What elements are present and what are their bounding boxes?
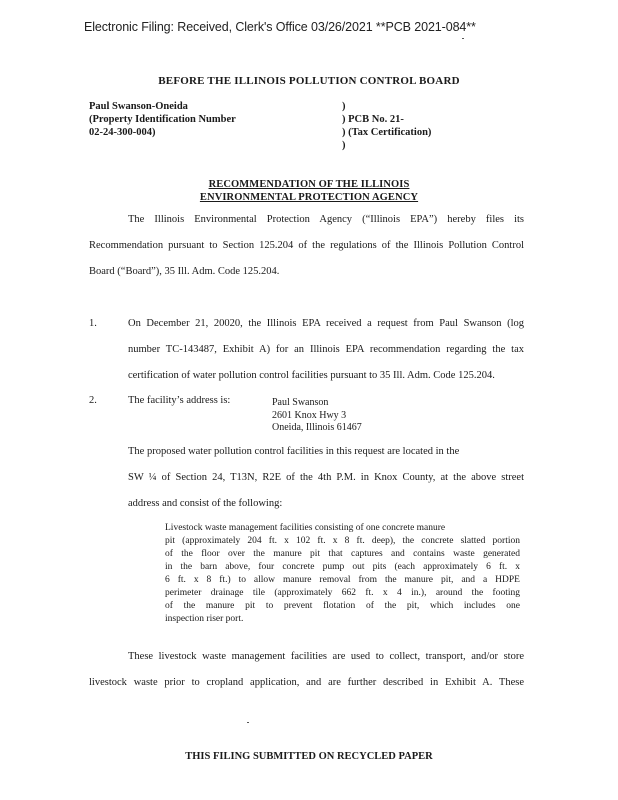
caption-right-1: ) (342, 101, 346, 112)
recommendation-title-2: ENVIRONMENTAL PROTECTION AGENCY (199, 192, 419, 203)
paragraph-1-line-1: On December 21, 20020, the Illinois EPA received a request from Paul Swanson (log (128, 318, 524, 329)
paragraph-1-line-3: certification of water pollution control facilities pursuant to 35 Ill. Adm. Code 125.204. (128, 370, 495, 381)
caption-left-1: Paul Swanson-Oneida (89, 101, 188, 112)
address-line-3: Oneida, Illinois 61467 (272, 422, 362, 433)
caption-left-2: (Property Identification Number (89, 114, 236, 125)
location-line-2: SW ¼ of Section 24, T13N, R2E of the 4th P.M. in Knox County, at the above street (128, 472, 524, 483)
address-line-1: Paul Swanson (272, 397, 329, 408)
intro-line-3: Board (“Board”), 35 Ill. Adm. Code 125.204. (89, 266, 280, 277)
recommendation-title-1: RECOMMENDATION OF THE ILLINOIS (208, 179, 410, 190)
caption-right-3: ) (Tax Certification) (342, 127, 432, 138)
description-line-7: of the manure pit to prevent flotation of the pit, which includes one (165, 601, 520, 611)
description-line-2: pit (approximately 204 ft. x 102 ft. x 8 ft. deep), the concrete slatted portion (165, 536, 520, 546)
address-line-2: 2601 Knox Hwy 3 (272, 410, 347, 421)
filing-stamp: Electronic Filing: Received, Clerk's Office 03/26/2021 **PCB 2021-084** (84, 20, 476, 34)
intro-line-2: Recommendation pursuant to Section 125.204 of the regulations of the Illinois Pollution Control (89, 240, 524, 251)
facility-address-lead: The facility’s address is: (128, 395, 231, 406)
closing-line-2: livestock waste prior to cropland application, and are further described in Exhibit A. These (89, 677, 524, 688)
board-title: BEFORE THE ILLINOIS POLLUTION CONTROL BOARD (158, 75, 460, 87)
description-line-5: 6 ft. x 8 ft.) to allow manure removal from the manure pit, and a HDPE (165, 575, 520, 585)
recycled-paper-footer: THIS FILING SUBMITTED ON RECYCLED PAPER (185, 751, 433, 762)
description-line-8: inspection riser port. (165, 614, 244, 624)
description-line-1: Livestock waste management facilities consisting of one concrete manure (165, 523, 446, 533)
caption-right-4: ) (342, 140, 346, 151)
caption-left-3: 02-24-300-004) (89, 127, 156, 138)
paragraph-1-number: 1. (89, 318, 97, 329)
caption-right-2: ) PCB No. 21- (342, 114, 404, 125)
description-line-3: of the floor over the manure pit that captures and contains waste generated (165, 549, 520, 559)
paragraph-2-number: 2. (89, 395, 97, 406)
scan-speck (462, 38, 464, 39)
paragraph-1-line-2: number TC-143487, Exhibit A) for an Illinois EPA recommendation regarding the tax (128, 344, 524, 355)
intro-line-1: The Illinois Environmental Protection Agency (“Illinois EPA”) hereby files its (128, 214, 524, 225)
location-line-3: address and consist of the following: (128, 498, 283, 509)
description-line-6: perimeter drainage tile (approximately 662 ft. x 4 in.), around the footing (165, 588, 520, 598)
description-line-4: in the barn above, four concrete pump out pits (each approximately 6 ft. x (165, 562, 520, 572)
closing-line-1: These livestock waste management facilities are used to collect, transport, and/or store (128, 651, 524, 662)
scan-speck (247, 722, 249, 723)
location-line-1: The proposed water pollution control facilities in this request are located in the (128, 446, 460, 457)
